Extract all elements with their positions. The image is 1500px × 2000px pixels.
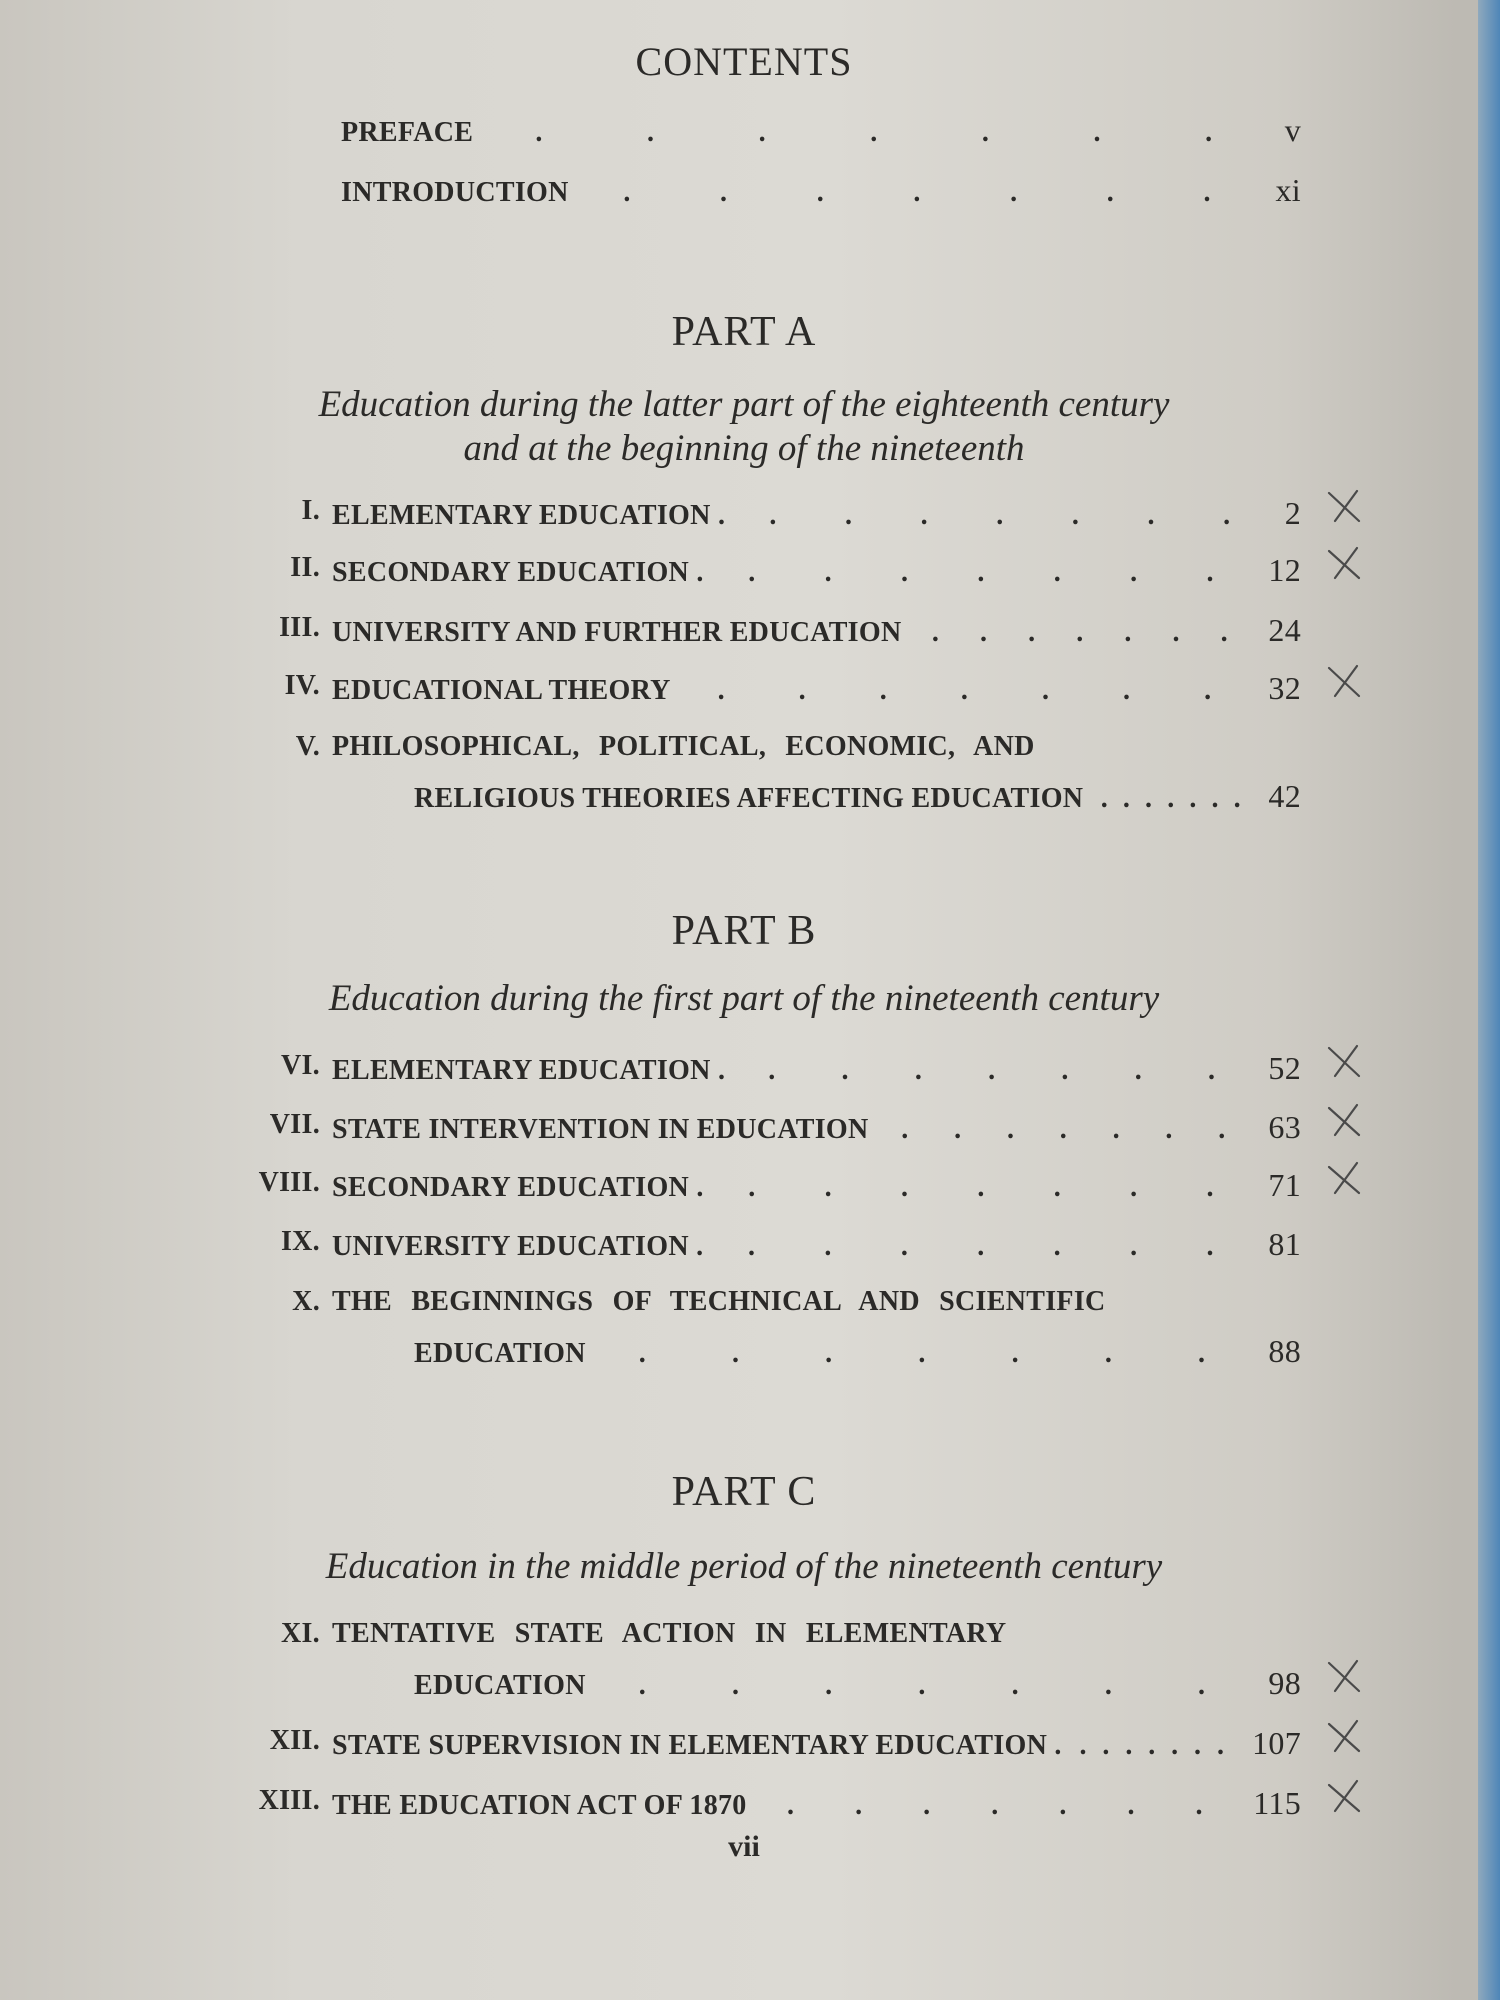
leader-dot: . <box>1198 1670 1206 1701</box>
leader-dot: . <box>954 1114 962 1145</box>
leader-dot: . <box>748 557 756 588</box>
chapter-title: STATE SUPERVISION IN ELEMENTARY EDUCATION . <box>332 1730 1062 1761</box>
leader-dot: . <box>731 1338 740 1369</box>
page-heading: CONTENTS <box>635 39 853 84</box>
toc-entry <box>0 552 1500 592</box>
chapter-number: IV. <box>284 670 320 701</box>
chapter-number: II. <box>290 552 320 583</box>
entry-line <box>414 1333 1301 1370</box>
leader-dot: . <box>1076 617 1084 648</box>
leader-dot: . <box>914 1055 923 1086</box>
chapter-number: IX. <box>280 1226 320 1257</box>
leader-dot: . <box>1233 783 1241 814</box>
entry-page: xi <box>1275 172 1301 208</box>
leader-dot: . <box>1028 617 1036 648</box>
leader-dot: . <box>1195 1790 1203 1821</box>
leader-dot: . <box>1145 783 1153 814</box>
leader-dot: . <box>1112 1114 1120 1145</box>
leader-dot: . <box>1148 1730 1156 1761</box>
pencil-x-mark-icon <box>1323 662 1367 702</box>
leader-dot: . <box>1122 783 1131 814</box>
entry-line <box>332 1167 1301 1204</box>
toc-entry <box>0 1109 1500 1149</box>
chapter-title: UNIVERSITY EDUCATION . <box>332 1231 704 1262</box>
entry-line <box>332 552 1301 589</box>
dot-leader <box>473 117 1274 149</box>
leader-dot: . <box>1206 557 1214 588</box>
chapter-number: VI. <box>280 1050 320 1081</box>
leader-dot: . <box>918 1338 926 1369</box>
leader-dot: . <box>1053 1231 1061 1262</box>
leader-dot: . <box>825 1670 833 1701</box>
leader-dot: . <box>1125 1730 1133 1761</box>
chapter-number: III. <box>279 612 320 643</box>
leader-dot: . <box>1079 1730 1087 1761</box>
chapter-number: V. <box>295 731 320 762</box>
leader-dot: . <box>1124 617 1132 648</box>
leader-dot: . <box>918 1670 926 1701</box>
leader-dot: . <box>717 675 725 706</box>
leader-dot: . <box>977 1172 985 1203</box>
leader-dot: . <box>623 177 631 208</box>
leader-dot: . <box>1171 1730 1179 1761</box>
part-subtitle: and at the beginning of the nineteenth <box>463 428 1025 469</box>
chapter-title: TENTATIVE STATE ACTION IN ELEMENTARY <box>332 1618 1007 1649</box>
chapter-page: 71 <box>1268 1167 1301 1203</box>
leader-dot: . <box>1130 1231 1138 1262</box>
pencil-x-mark-icon <box>1323 544 1367 584</box>
dot-leader <box>747 1790 1244 1822</box>
leader-dot: . <box>1194 1730 1202 1761</box>
leader-dot: . <box>1104 1670 1113 1701</box>
leader-dot: . <box>845 500 853 531</box>
chapter-title-continued: EDUCATION <box>414 1670 586 1701</box>
leader-dot: . <box>855 1790 863 1821</box>
leader-dot: . <box>1123 675 1131 706</box>
entry-line <box>332 1286 1301 1318</box>
leader-dot: . <box>786 1790 795 1821</box>
toc-entry <box>0 112 1500 152</box>
leader-dot: . <box>931 617 940 648</box>
chapter-page: 2 <box>1284 495 1301 531</box>
leader-dot: . <box>758 117 766 148</box>
entry-line <box>332 731 1301 763</box>
leader-dot: . <box>913 177 921 208</box>
entry-line <box>332 495 1301 532</box>
leader-dot: . <box>1011 1338 1019 1369</box>
part-heading: PART C <box>671 1469 817 1515</box>
chapter-title: SECONDARY EDUCATION . <box>332 557 704 588</box>
entry-line <box>332 1226 1301 1263</box>
dot-leader <box>569 177 1266 209</box>
toc-entry <box>0 670 1500 710</box>
leader-dot: . <box>1041 675 1050 706</box>
dot-leader <box>671 675 1259 707</box>
dot-leader <box>725 1055 1258 1087</box>
chapter-title: ELEMENTARY EDUCATION . <box>332 500 726 531</box>
chapter-number: XI. <box>280 1618 320 1649</box>
leader-dot: . <box>1211 783 1219 814</box>
leader-dot: . <box>731 1670 740 1701</box>
leader-dot: . <box>798 675 806 706</box>
dot-leader <box>704 557 1259 589</box>
entry-line <box>332 1109 1301 1146</box>
pencil-x-mark-icon <box>1323 1159 1367 1199</box>
toc-entry <box>0 1226 1500 1266</box>
leader-dot: . <box>748 1172 756 1203</box>
leader-dot: . <box>980 617 988 648</box>
chapter-page: 32 <box>1268 670 1301 706</box>
leader-dot: . <box>1223 500 1231 531</box>
leader-dot: . <box>1071 500 1080 531</box>
chapter-number: VII. <box>269 1109 320 1140</box>
chapter-title: ELEMENTARY EDUCATION . <box>332 1055 726 1086</box>
leader-dot: . <box>923 1790 931 1821</box>
leader-dot: . <box>1216 1730 1225 1761</box>
leader-dot: . <box>1189 783 1197 814</box>
dot-leader <box>1083 783 1258 815</box>
toc-entry <box>0 1618 1500 1658</box>
leader-dot: . <box>1053 557 1062 588</box>
leader-dot: . <box>747 1231 756 1262</box>
leader-dot: . <box>1106 177 1115 208</box>
entry-title: INTRODUCTION <box>341 177 569 208</box>
part-heading: PART A <box>671 309 817 355</box>
leader-dot: . <box>535 117 543 148</box>
dot-leader <box>869 1114 1259 1146</box>
leader-dot: . <box>870 117 878 148</box>
toc-entry <box>0 495 1500 535</box>
entry-line <box>332 1050 1301 1087</box>
entry-line <box>332 1725 1301 1762</box>
leader-dot: . <box>1205 117 1213 148</box>
leader-dot: . <box>1204 675 1212 706</box>
chapter-number: VIII. <box>258 1167 320 1198</box>
leader-dot: . <box>1059 1114 1068 1145</box>
entry-line <box>332 1618 1301 1650</box>
leader-dot: . <box>638 1338 647 1369</box>
chapter-page: 98 <box>1268 1665 1301 1701</box>
leader-dot: . <box>1206 1172 1214 1203</box>
chapter-page: 52 <box>1268 1050 1301 1086</box>
pencil-x-mark-icon <box>1323 1717 1367 1757</box>
pencil-x-mark-icon <box>1323 1042 1367 1082</box>
leader-dot: . <box>825 1338 833 1369</box>
leader-dot: . <box>824 1231 832 1262</box>
toc-entry-continued <box>0 1665 1500 1705</box>
pencil-x-mark-icon <box>1323 487 1367 527</box>
pencil-x-mark-icon <box>1323 1101 1367 1141</box>
chapter-page: 63 <box>1268 1109 1301 1145</box>
leader-dot: . <box>824 1172 832 1203</box>
leader-dot: . <box>988 1055 996 1086</box>
leader-dot: . <box>1220 617 1228 648</box>
part-heading: PART B <box>671 908 817 954</box>
leader-dot: . <box>1093 117 1101 148</box>
toc-entry <box>0 612 1500 652</box>
chapter-title: EDUCATIONAL THEORY <box>332 675 671 706</box>
leader-dot: . <box>920 500 928 531</box>
dot-leader <box>704 1172 1259 1204</box>
leader-dot: . <box>960 675 969 706</box>
toc-entry <box>0 172 1500 212</box>
entry-line <box>414 778 1301 815</box>
part-subtitle: Education in the middle period of the nineteenth century <box>325 1546 1163 1587</box>
leader-dot: . <box>1102 1730 1110 1761</box>
leader-dot: . <box>1167 783 1175 814</box>
entry-line <box>341 172 1301 209</box>
leader-dot: . <box>720 177 728 208</box>
leader-dot: . <box>981 117 990 148</box>
chapter-title: THE EDUCATION ACT OF 1870 <box>332 1790 747 1821</box>
chapter-page: 24 <box>1268 612 1301 648</box>
leader-dot: . <box>1130 1172 1138 1203</box>
chapter-page: 42 <box>1268 778 1301 814</box>
entry-line <box>332 612 1301 649</box>
chapter-number: X. <box>292 1286 320 1317</box>
leader-dot: . <box>1104 1338 1113 1369</box>
leader-dot: . <box>1172 617 1180 648</box>
leader-dot: . <box>977 557 985 588</box>
leader-dot: . <box>1010 177 1018 208</box>
chapter-title: STATE INTERVENTION IN EDUCATION <box>332 1114 869 1145</box>
part-subtitle: Education during the first part of the nineteenth century <box>328 978 1160 1019</box>
leader-dot: . <box>1134 1055 1143 1086</box>
leader-dot: . <box>900 1172 909 1203</box>
leader-dot: . <box>647 117 655 148</box>
toc-entry-continued <box>0 778 1500 818</box>
part-subtitle: Education during the latter part of the eighteenth century <box>318 384 1170 425</box>
leader-dot: . <box>1053 1172 1062 1203</box>
dot-leader <box>901 617 1258 649</box>
leader-dot: . <box>1130 557 1138 588</box>
chapter-number: XII. <box>269 1725 320 1756</box>
leader-dot: . <box>1127 1790 1135 1821</box>
chapter-page: 107 <box>1252 1725 1301 1761</box>
toc-entry <box>0 731 1500 771</box>
chapter-page: 115 <box>1253 1785 1301 1821</box>
entry-line <box>332 1785 1301 1822</box>
leader-dot: . <box>977 1231 985 1262</box>
entry-line <box>341 112 1301 149</box>
leader-dot: . <box>768 1055 776 1086</box>
chapter-title: UNIVERSITY AND FURTHER EDUCATION <box>332 617 902 648</box>
toc-entry-continued <box>0 1333 1500 1373</box>
pencil-x-mark-icon <box>1323 1777 1367 1817</box>
chapter-page: 81 <box>1268 1226 1301 1262</box>
leader-dot: . <box>900 1231 909 1262</box>
toc-entry <box>0 1725 1500 1765</box>
dot-leader <box>703 1231 1258 1263</box>
chapter-number: I. <box>301 495 320 526</box>
toc-entry <box>0 1167 1500 1207</box>
entry-line <box>414 1665 1301 1702</box>
toc-entry <box>0 1286 1500 1326</box>
chapter-title-continued: EDUCATION <box>414 1338 586 1369</box>
chapter-page: 88 <box>1268 1333 1301 1369</box>
leader-dot: . <box>1203 177 1211 208</box>
leader-dot: . <box>1206 1231 1214 1262</box>
leader-dot: . <box>816 177 825 208</box>
page-folio: vii <box>728 1830 760 1863</box>
leader-dot: . <box>879 675 888 706</box>
dot-leader <box>725 500 1274 532</box>
leader-dot: . <box>996 500 1004 531</box>
pencil-x-mark-icon <box>1323 1657 1367 1697</box>
leader-dot: . <box>900 557 909 588</box>
leader-dot: . <box>1100 783 1109 814</box>
entry-line <box>332 670 1301 707</box>
chapter-title: THE BEGINNINGS OF TECHNICAL AND SCIENTIFIC <box>332 1286 1106 1317</box>
leader-dot: . <box>1147 500 1155 531</box>
dot-leader <box>586 1670 1259 1702</box>
entry-page: v <box>1284 112 1301 148</box>
leader-dot: . <box>991 1790 999 1821</box>
leader-dot: . <box>1208 1055 1216 1086</box>
leader-dot: . <box>1006 1114 1015 1145</box>
toc-entry <box>0 1050 1500 1090</box>
leader-dot: . <box>1198 1338 1206 1369</box>
leader-dot: . <box>1059 1790 1067 1821</box>
chapter-title: SECONDARY EDUCATION . <box>332 1172 704 1203</box>
toc-entry <box>0 1785 1500 1825</box>
leader-dot: . <box>1165 1114 1173 1145</box>
leader-dot: . <box>1061 1055 1069 1086</box>
dot-leader <box>1062 1730 1242 1762</box>
leader-dot: . <box>769 500 777 531</box>
leader-dot: . <box>841 1055 849 1086</box>
chapter-page: 12 <box>1268 552 1301 588</box>
chapter-title: PHILOSOPHICAL, POLITICAL, ECONOMIC, AND <box>332 731 1035 762</box>
leader-dot: . <box>901 1114 909 1145</box>
leader-dot: . <box>1218 1114 1226 1145</box>
chapter-number: XIII. <box>258 1785 320 1816</box>
entry-title: PREFACE <box>341 117 474 148</box>
dot-leader <box>586 1338 1259 1370</box>
leader-dot: . <box>824 557 832 588</box>
leader-dot: . <box>638 1670 647 1701</box>
chapter-title-continued: RELIGIOUS THEORIES AFFECTING EDUCATION <box>414 783 1084 814</box>
leader-dot: . <box>1011 1670 1019 1701</box>
